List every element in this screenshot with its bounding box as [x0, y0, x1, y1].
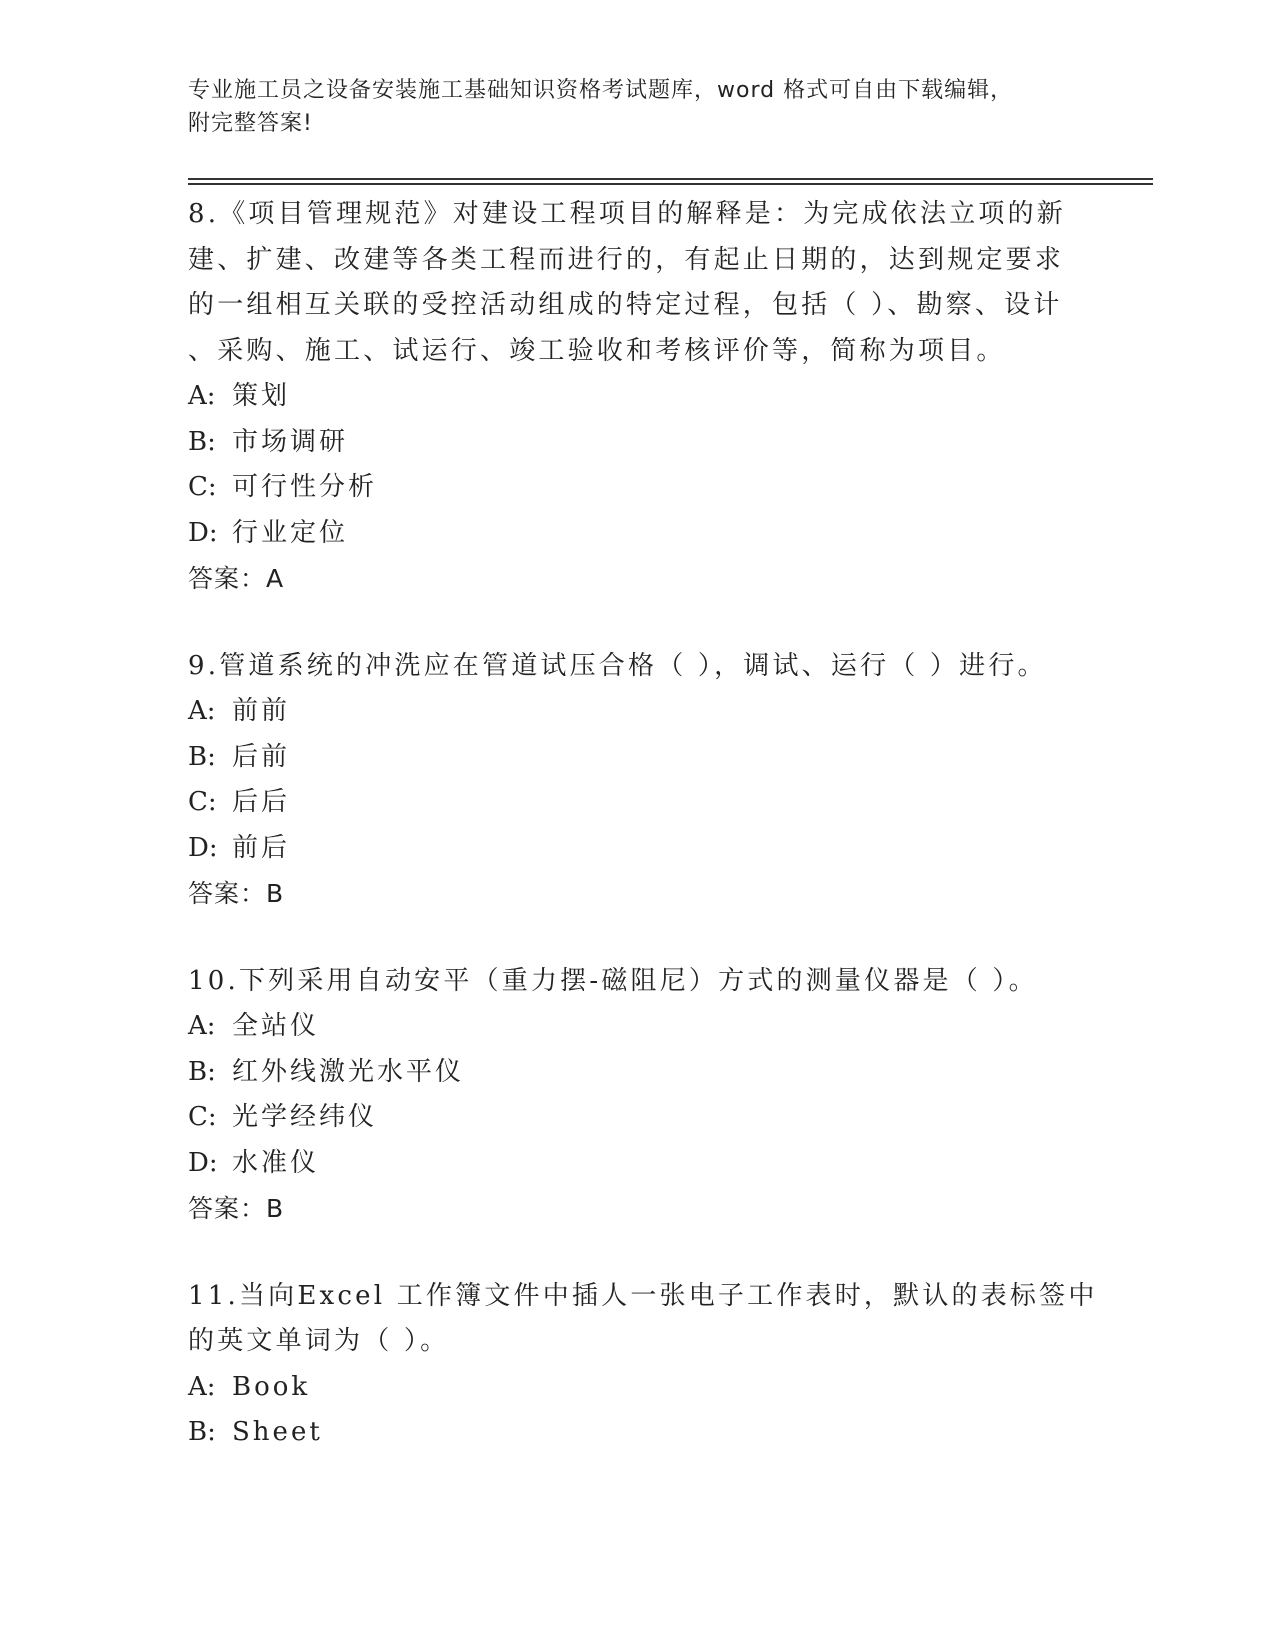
option-b	[188, 1050, 1088, 1096]
question-text-line: 8.《项目管理规范》对建设工程项目的解释是：为完成依法立项的新	[188, 199, 1067, 229]
question-block	[188, 1274, 1098, 1456]
option-a	[188, 374, 1088, 420]
answer-line: 答案：B	[188, 879, 285, 908]
option-text: 水准仪	[232, 1147, 320, 1178]
question-block	[188, 192, 1088, 602]
header-line-2: 附完整答案!	[188, 111, 313, 136]
option-c	[188, 1095, 1088, 1141]
option-text: Sheet	[232, 1417, 323, 1447]
option-c	[188, 465, 1088, 511]
option-d	[188, 826, 1088, 872]
question-text-line: 10.下列采用自动安平（重力摆-磁阻尼）方式的测量仪器是（ ）。	[188, 965, 1038, 996]
option-key: A:	[188, 381, 216, 411]
option-b	[188, 420, 1088, 466]
option-text: 红外线激光水平仪	[232, 1056, 465, 1087]
answer-line: 答案：A	[188, 564, 285, 593]
header-divider-top	[188, 178, 1153, 180]
spacer	[188, 602, 1088, 644]
question-block	[188, 644, 1088, 917]
option-text: 后后	[232, 787, 291, 817]
option-key: B:	[188, 1417, 216, 1447]
question-text-line: 11.当向Excel 工作簿文件中插人一张电子工作表时，默认的表标签中	[188, 1280, 1098, 1311]
spacer	[188, 1232, 1088, 1274]
option-key: D:	[188, 832, 218, 863]
option-text: 市场调研	[232, 426, 349, 457]
option-text: 策划	[232, 381, 291, 411]
document-header	[188, 74, 1068, 140]
option-text: 可行性分析	[232, 472, 378, 502]
option-a	[188, 689, 1088, 735]
option-d	[188, 1141, 1088, 1187]
option-key: A:	[188, 1371, 216, 1402]
option-text: 前后	[232, 832, 291, 863]
header-line-1: 专业施工员之设备安装施工基础知识资格考试题库，word 格式可自由下载编辑，	[188, 78, 1014, 103]
question-text-line: 、采购、施工、试运行、竣工验收和考核评价等，简称为项目。	[188, 335, 1006, 366]
option-text: 光学经纬仪	[232, 1102, 378, 1132]
option-a	[188, 1004, 1088, 1050]
answer-line: 答案：B	[188, 1194, 285, 1223]
option-key: B:	[188, 1056, 216, 1087]
option-d	[188, 511, 1088, 557]
question-text-line: 9.管道系统的冲洗应在管道试压合格（ ），调试、运行（ ）进行。	[188, 650, 1047, 681]
option-key: C:	[188, 787, 217, 817]
question-block	[188, 959, 1088, 1232]
option-text: Book	[232, 1371, 311, 1402]
option-text: 行业定位	[232, 517, 349, 548]
spacer	[188, 917, 1088, 959]
option-key: C:	[188, 1102, 217, 1132]
option-a	[188, 1365, 1088, 1411]
question-list	[188, 192, 1098, 1456]
question-text-line: 的一组相互关联的受控活动组成的特定过程，包括（ ）、勘察、设计	[188, 290, 1063, 320]
option-key: A:	[188, 1011, 216, 1041]
option-key: B:	[188, 741, 216, 772]
option-key: D:	[188, 1147, 218, 1178]
option-key: D:	[188, 517, 218, 548]
option-text: 全站仪	[232, 1011, 320, 1041]
question-text-line: 的英文单词为（ ）。	[188, 1326, 450, 1356]
option-b	[188, 735, 1088, 781]
option-b	[188, 1410, 1088, 1456]
question-text-line: 建、扩建、改建等各类工程而进行的，有起止日期的，达到规定要求	[188, 244, 1065, 275]
option-key: B:	[188, 426, 216, 457]
option-text: 后前	[232, 741, 291, 772]
option-key: C:	[188, 472, 217, 502]
option-c	[188, 780, 1088, 826]
option-key: A:	[188, 696, 216, 726]
option-text: 前前	[232, 696, 291, 726]
header-divider-bottom	[188, 183, 1153, 185]
